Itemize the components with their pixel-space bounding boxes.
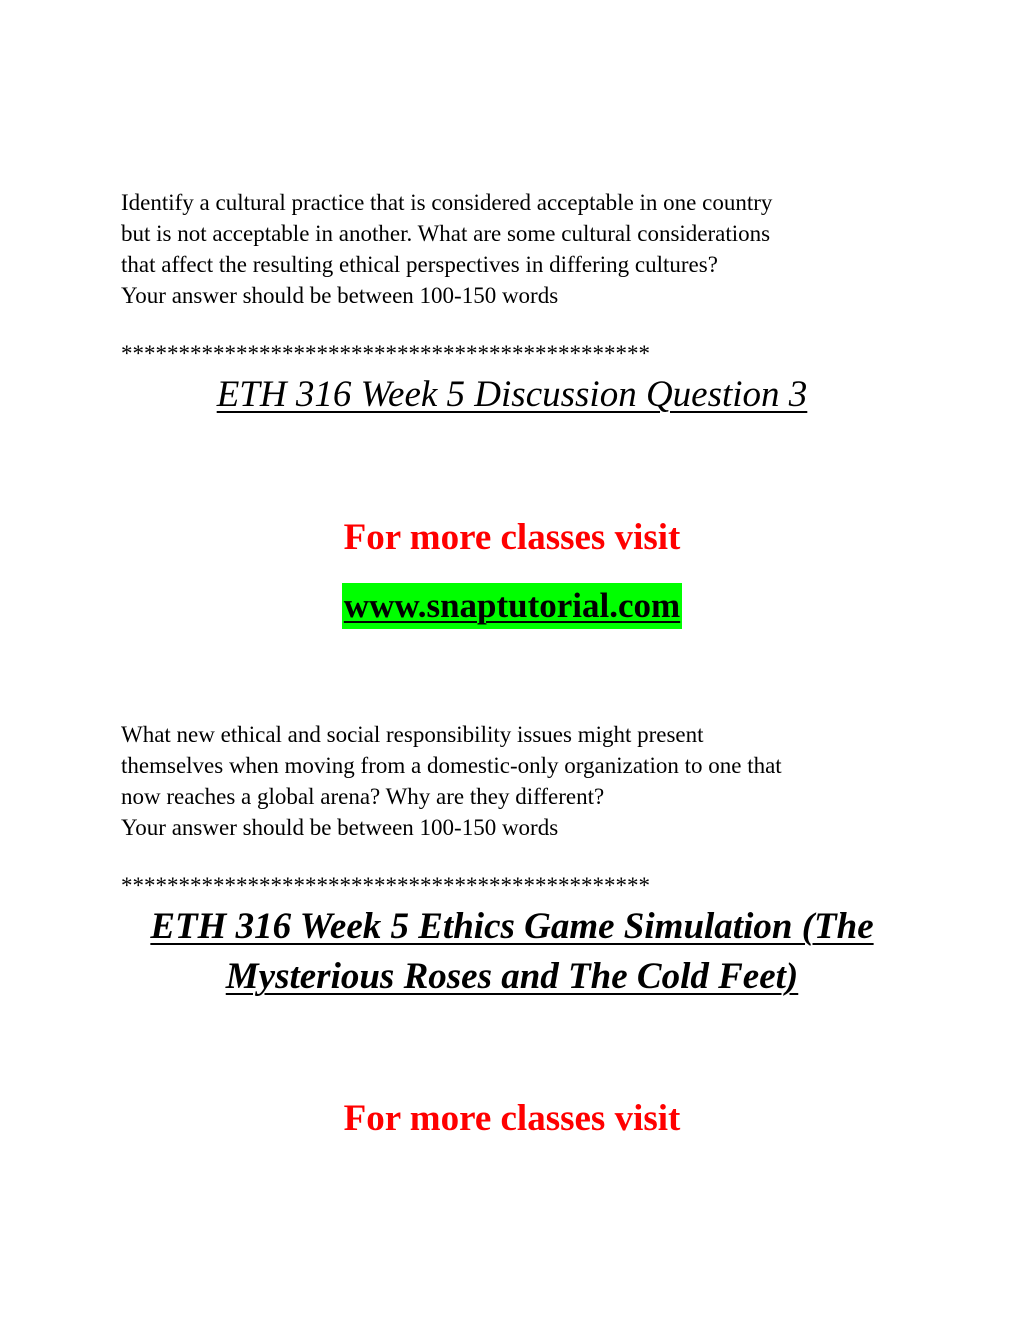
section-heading-ethics-game-simulation <box>0 902 1024 1002</box>
paragraph-line: but is not acceptable in another. What are some cultural considerations <box>121 221 771 246</box>
section-heading-discussion-question-3: ETH 316 Week 5 Discussion Question 3 <box>216 374 808 415</box>
promo-text-2: For more classes visit <box>343 1098 681 1139</box>
paragraph-line: Identify a cultural practice that is considered acceptable in one country <box>121 190 773 215</box>
promo-text-1: For more classes visit <box>343 517 681 558</box>
heading-line: Mysterious Roses and The Cold Feet) <box>225 956 799 997</box>
question-paragraph-1 <box>121 187 911 311</box>
paragraph-line: What new ethical and social responsibility issues might present <box>121 722 704 747</box>
question-paragraph-2 <box>121 719 911 843</box>
paragraph-line: Your answer should be between 100-150 words <box>121 815 559 840</box>
paragraph-line: themselves when moving from a domestic-only organization to one that <box>121 753 782 778</box>
heading-line: ETH 316 Week 5 Ethics Game Simulation (The <box>150 906 874 947</box>
separator-line-2: ********************************************** <box>121 873 650 898</box>
separator-line-1: ********************************************** <box>121 341 650 366</box>
paragraph-line: that affect the resulting ethical perspectives in differing cultures? <box>121 252 718 277</box>
snaptutorial-link[interactable]: www.snaptutorial.com <box>342 583 682 629</box>
link-container-1 <box>0 583 1024 629</box>
paragraph-line: Your answer should be between 100-150 words <box>121 283 559 308</box>
paragraph-line: now reaches a global arena? Why are they different? <box>121 784 605 809</box>
